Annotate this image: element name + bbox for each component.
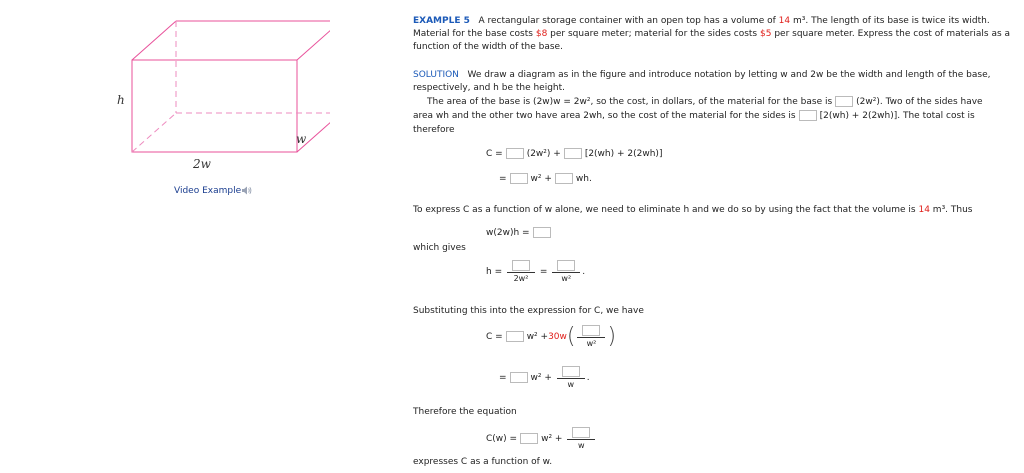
answer-box-c8[interactable] <box>562 366 580 377</box>
answer-box-c2[interactable] <box>564 148 582 159</box>
top-left-edge <box>132 21 176 60</box>
solution-line-1: SOLUTION We draw a diagram as in the figure and introduce notation by letting w and 2w be the width and length of the base, <box>413 70 991 80</box>
h-equation: h = 2w² = w² . <box>486 260 585 283</box>
answer-box-volume[interactable] <box>533 227 551 238</box>
solution-line-3: The area of the base is (2w)w = 2w², so the cost, in dollars, of the material for the base is (2w²). Two of the sides have <box>427 97 983 107</box>
label-2w: 2w <box>193 157 211 171</box>
answer-box-base-cost[interactable] <box>835 96 853 107</box>
which-gives: which gives <box>413 243 466 253</box>
front-face <box>132 60 297 152</box>
fraction-cw: w <box>567 427 595 450</box>
cost-equation-3: C = w² +30w( w² ) <box>486 324 617 349</box>
cost-equation-4: = w² + w . <box>499 366 590 389</box>
answer-box-c3[interactable] <box>510 173 528 184</box>
video-example-link[interactable] <box>174 186 252 196</box>
video-example-label: Video Example <box>174 186 242 196</box>
example-title: EXAMPLE 5 <box>413 16 470 26</box>
cost-equation-1: C = (2w²) + [2(wh) + 2(2wh)] <box>486 149 663 159</box>
answer-box-c1[interactable] <box>506 148 524 159</box>
cw-equation: C(w) = w² + w <box>486 427 597 450</box>
box-diagram <box>0 0 330 170</box>
express-text: To express C as a function of w alone, we need to eliminate h and we do so by using the fact that the volume is 14 m³. Thus <box>413 205 973 215</box>
side-cost: $5 <box>760 29 772 39</box>
example-line-2: Material for the base costs $8 per square meter; material for the sides costs $5 per square meter. Express the cost of materials as a <box>413 29 1011 39</box>
answer-box-c4[interactable] <box>555 173 573 184</box>
base-cost: $8 <box>535 29 548 39</box>
example-line-3: function of the width of the base. <box>413 42 563 52</box>
example-line-1: EXAMPLE 5 A rectangular storage container with an open top has a volume of 14 m³. The length of its base is twice its width. <box>413 16 990 26</box>
volume-equation: w(2w)h = <box>486 227 554 238</box>
fraction-h1: 2w² <box>507 260 535 283</box>
answer-box-cw2[interactable] <box>572 427 590 438</box>
cost-equation-2: = w² + wh. <box>499 174 592 184</box>
top-right-edge <box>297 21 330 60</box>
substituting-text: Substituting this into the expression for C, we have <box>413 306 644 316</box>
label-h: h <box>117 93 125 107</box>
solution-line-4: area wh and the other two have area 2wh, so the cost of the material for the sides is [2(wh) + 2(2wh)]. The total cost is <box>413 111 975 121</box>
hidden-left-edge <box>132 113 176 152</box>
fraction-c3: w² <box>577 325 605 348</box>
answer-box-h2[interactable] <box>557 260 575 271</box>
answer-box-c5[interactable] <box>506 331 524 342</box>
fraction-h2: w² <box>552 260 580 283</box>
solution-title: SOLUTION <box>413 70 459 80</box>
answer-box-c7[interactable] <box>510 372 528 383</box>
solution-line-5: therefore <box>413 125 455 135</box>
answer-box-c6[interactable] <box>582 325 600 336</box>
figure-panel <box>0 0 400 473</box>
solution-line-2: respectively, and h be the height. <box>413 83 566 93</box>
answer-box-h1[interactable] <box>512 260 530 271</box>
label-w: w <box>296 132 307 146</box>
speaker-icon <box>242 186 252 195</box>
answer-box-side-cost[interactable] <box>799 110 817 121</box>
answer-box-cw1[interactable] <box>520 433 538 444</box>
fraction-c4: w <box>557 366 585 389</box>
volume-value: 14 <box>778 16 791 26</box>
expresses-text: expresses C as a function of w. <box>413 457 553 467</box>
therefore-text: Therefore the equation <box>413 407 517 417</box>
